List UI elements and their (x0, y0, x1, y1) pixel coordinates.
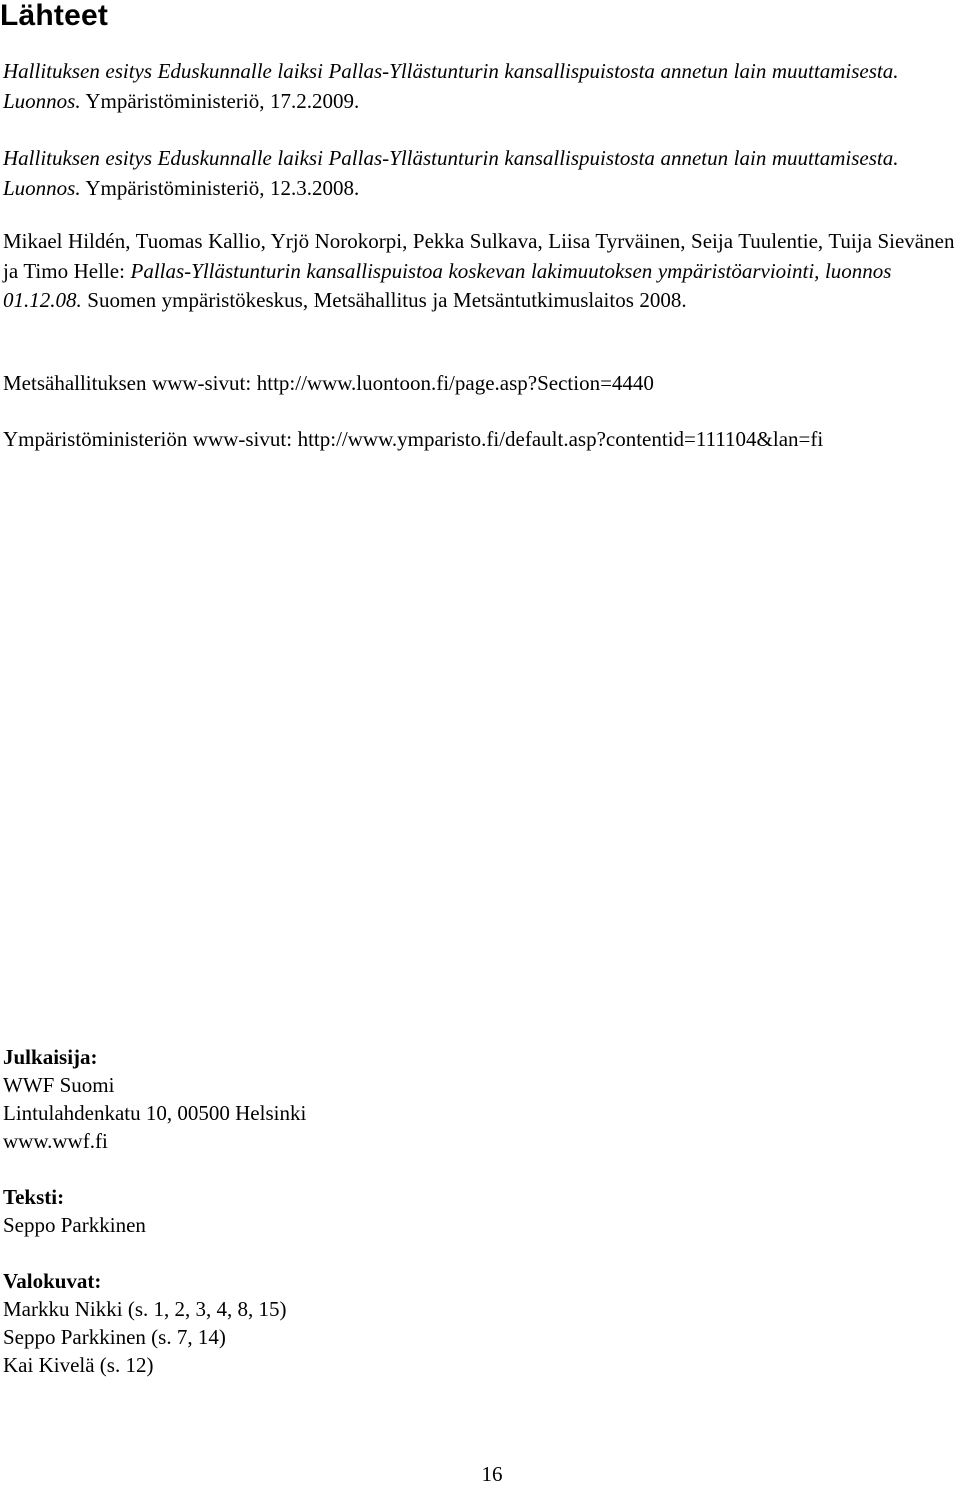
photos-label: Valokuvat: (3, 1269, 102, 1293)
colophon (3, 1043, 603, 1379)
reference-5: Ympäristöministeriön www-sivut: http://www.ymparisto.fi/default.asp?contentid=111104&lan=fi (3, 427, 824, 451)
reference-3-publisher: Suomen ympäristökeskus, Metsähallitus ja Metsäntutkimuslaitos 2008. (81, 288, 687, 312)
publisher-label: Julkaisija: (3, 1045, 98, 1069)
reference-3-authors: Mikael Hildén, Tuomas Kallio, Yrjö Norokorpi, Pekka Sulkava, Liisa Tyrväinen, Seija Tuulentie, Tuija Sievänen ja Timo Helle: (3, 229, 955, 283)
publisher-name: WWF Suomi (3, 1073, 115, 1097)
reference-1 (3, 57, 958, 116)
reference-2-title: Hallituksen esitys Eduskunnalle laiksi Pallas-Yllästunturin kansallispuistosta annetun lain muuttamisesta. Luonnos. (3, 146, 899, 200)
reference-3 (3, 227, 958, 316)
text-label: Teksti: (3, 1185, 65, 1209)
photo-credit: Markku Nikki (s. 1, 2, 3, 4, 8, 15) (3, 1297, 287, 1321)
photo-credit: Seppo Parkkinen (s. 7, 14) (3, 1325, 226, 1349)
publisher-website: www.wwf.fi (3, 1129, 108, 1153)
page-title: Lähteet (0, 0, 109, 32)
publisher-block (3, 1043, 603, 1155)
text-block (3, 1183, 603, 1239)
reference-3-title: Pallas-Yllästunturin kansallispuistoa koskevan lakimuutoksen ympäristöarviointi, luonnos 01.12.08. (3, 258, 892, 312)
reference-2 (3, 144, 958, 203)
photo-credit: Kai Kivelä (s. 12) (3, 1353, 154, 1377)
reference-4: Metsähallituksen www-sivut: http://www.luontoon.fi/page.asp?Section=4440 (3, 371, 654, 395)
text-author: Seppo Parkkinen (3, 1213, 146, 1237)
reference-1-title: Hallituksen esitys Eduskunnalle laiksi Pallas-Yllästunturin kansallispuistosta annetun lain muuttamisesta. Luonnos. (3, 59, 899, 113)
page-number: 16 (481, 1462, 503, 1486)
publisher-address: Lintulahdenkatu 10, 00500 Helsinki (3, 1101, 307, 1125)
reference-1-source: Ympäristöministeriö, 17.2.2009. (80, 88, 360, 113)
reference-2-source: Ympäristöministeriö, 12.3.2008. (80, 175, 360, 200)
photos-block (3, 1267, 603, 1379)
